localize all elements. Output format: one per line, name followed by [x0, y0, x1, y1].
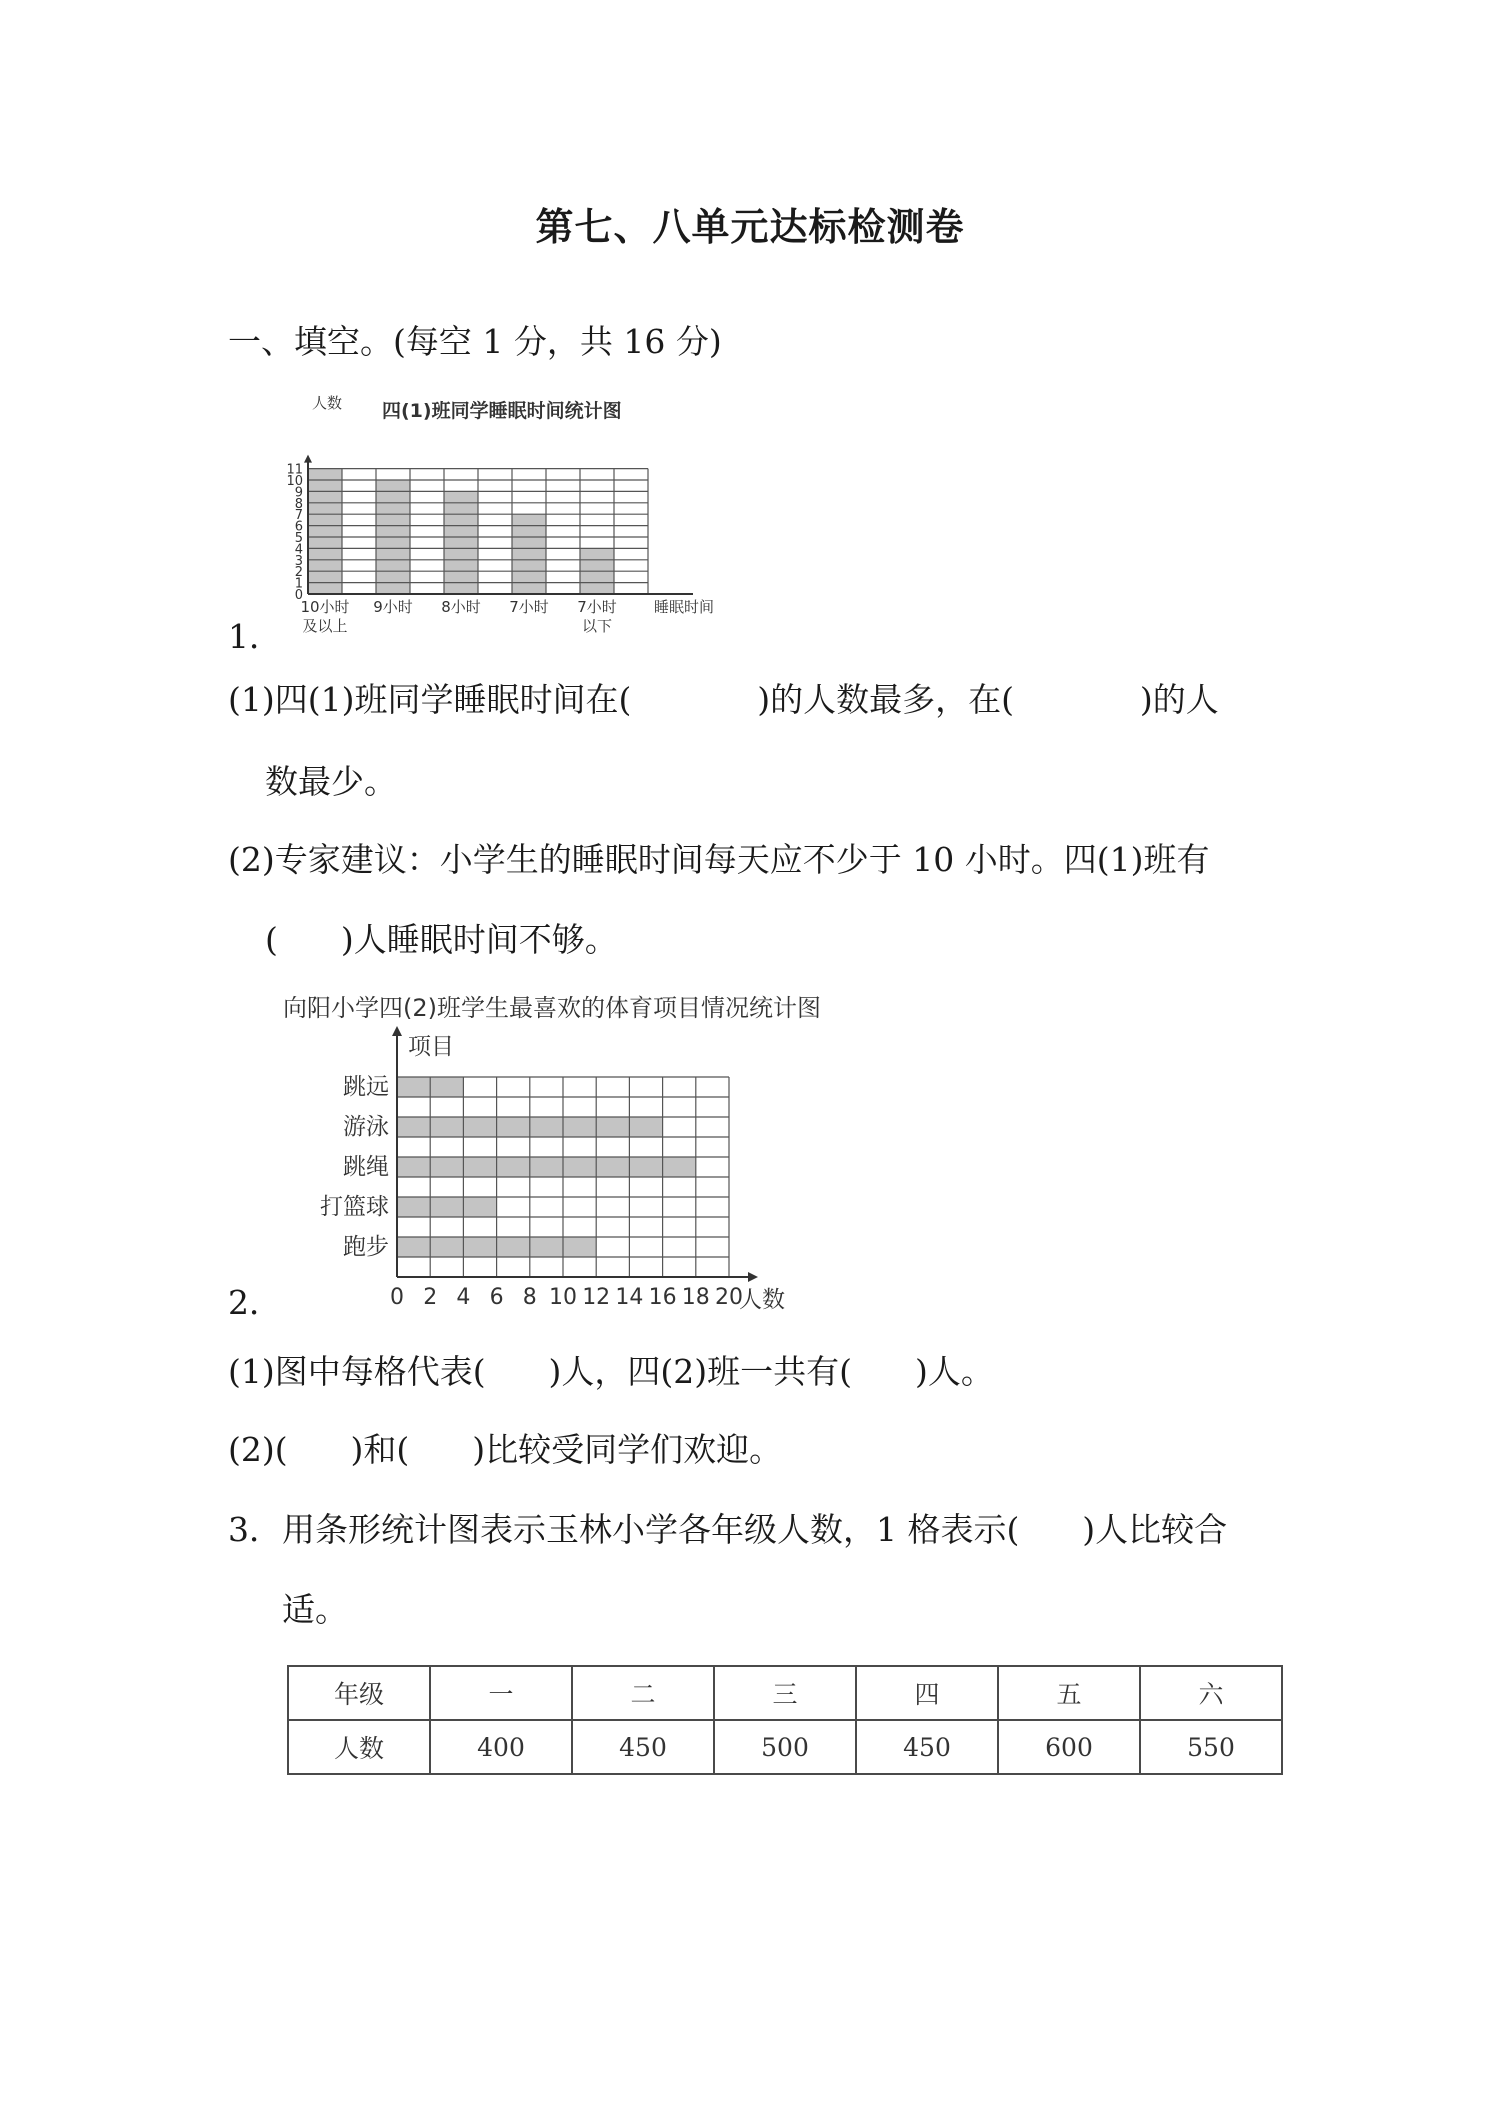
chart2-plot: [320, 1026, 785, 1313]
y-tick-label: 6: [294, 519, 303, 535]
y-tick-label: 10: [286, 474, 303, 489]
y-tick-label: 游泳: [343, 1114, 389, 1140]
table-cell: 450: [572, 1720, 714, 1774]
x-tick-label: 0: [390, 1285, 404, 1310]
table-header-cell: 年级: [288, 1666, 430, 1720]
table-cell: 550: [1140, 1720, 1282, 1774]
y-axis-arrow: [392, 1026, 402, 1036]
table-row: [288, 1720, 1282, 1774]
x-tick-label: 8小时: [441, 598, 481, 616]
table-row: [288, 1666, 1282, 1720]
table-cell: 五: [998, 1666, 1140, 1720]
x-tick-label: 10: [549, 1285, 577, 1310]
x-tick-label: 以下: [581, 617, 613, 635]
x-axis-label: 睡眠时间: [654, 598, 715, 616]
table-cell: 600: [998, 1720, 1140, 1774]
chart1-plot: [286, 394, 714, 635]
y-axis-arrow: [304, 455, 312, 463]
table-cell: 500: [714, 1720, 856, 1774]
table-cell: 400: [430, 1720, 572, 1774]
y-axis-label: 项目: [408, 1034, 454, 1060]
x-tick-label: 7小时: [577, 598, 617, 616]
x-axis-label: 人数: [739, 1287, 785, 1313]
question-1-part-1: (1)四(1)班同学睡眠时间在( )的人数最多，在( )的人: [228, 680, 1219, 719]
y-tick-label: 0: [294, 588, 303, 603]
y-tick-label: 跳远: [343, 1074, 389, 1100]
y-tick-label: 7: [294, 508, 303, 524]
question-3-text-cont: 适。: [282, 1590, 348, 1629]
x-tick-label: 9小时: [373, 598, 413, 616]
table-cell: 一: [430, 1666, 572, 1720]
y-tick-label: 9: [294, 485, 303, 501]
x-tick-label: 7小时: [509, 598, 549, 616]
y-axis-label: 人数: [312, 394, 343, 412]
table-cell: 二: [572, 1666, 714, 1720]
x-tick-label: 2: [423, 1285, 438, 1310]
table-cell: 四: [856, 1666, 998, 1720]
x-tick-label: 6: [489, 1285, 504, 1310]
x-tick-label: 18: [681, 1285, 710, 1310]
question-1-part-1-cont: 数最少。: [265, 762, 397, 801]
chart1-sleep-time: [270, 390, 790, 650]
table-header-cell: 人数: [288, 1720, 430, 1774]
chart2-title: 向阳小学四(2)班学生最喜欢的体育项目情况统计图: [283, 994, 821, 1022]
table-cell: 三: [714, 1666, 856, 1720]
x-tick-label: 8: [522, 1285, 537, 1310]
question-2-part-2: (2)( )和( )比较受同学们欢迎。: [228, 1430, 783, 1469]
y-tick-label: 3: [294, 553, 303, 569]
question-2-part-1: (1)图中每格代表( )人，四(2)班一共有( )人。: [228, 1352, 994, 1391]
question-3-text: 3．用条形统计图表示玉林小学各年级人数，1 格表示( )人比较合: [228, 1510, 1228, 1549]
y-tick-label: 4: [294, 542, 303, 558]
y-tick-label: 1: [294, 576, 303, 592]
y-tick-label: 跳绳: [343, 1154, 389, 1180]
page-title: 第七、八单元达标检测卷: [535, 205, 965, 249]
chart2-favourite-sports: [300, 1020, 820, 1320]
section-heading: 一、填空。(每空 1 分，共 16 分): [228, 322, 722, 361]
y-tick-label: 8: [294, 496, 303, 512]
question-1-number: 1．: [228, 617, 282, 656]
grade-count-table: [287, 1665, 1283, 1775]
x-tick-label: 12: [582, 1285, 611, 1310]
table-cell: 450: [856, 1720, 998, 1774]
question-2-number: 2．: [228, 1283, 282, 1322]
x-tick-label: 16: [648, 1285, 677, 1310]
y-tick-label: 2: [294, 565, 303, 581]
y-tick-label: 5: [294, 531, 303, 546]
bar: [397, 1157, 696, 1177]
bar: [397, 1197, 497, 1217]
question-1-part-2: (2)专家建议：小学生的睡眠时间每天应不少于 10 小时。四(1)班有: [228, 840, 1210, 879]
question-1-part-2-cont: ( )人睡眠时间不够。: [265, 920, 618, 959]
y-tick-label: 打篮球: [320, 1194, 389, 1220]
y-tick-label: 跑步: [343, 1234, 389, 1260]
x-tick-label: 20: [715, 1285, 743, 1310]
x-tick-label: 及以上: [302, 617, 348, 635]
bar: [444, 491, 478, 594]
x-tick-label: 10小时: [300, 598, 350, 616]
chart1-title: 四(1)班同学睡眠时间统计图: [382, 400, 622, 422]
table-cell: 六: [1140, 1666, 1282, 1720]
bar: [308, 469, 342, 594]
y-tick-label: 11: [286, 462, 303, 478]
x-tick-label: 4: [456, 1285, 471, 1310]
x-axis-arrow: [748, 1272, 758, 1282]
x-tick-label: 14: [615, 1285, 644, 1310]
